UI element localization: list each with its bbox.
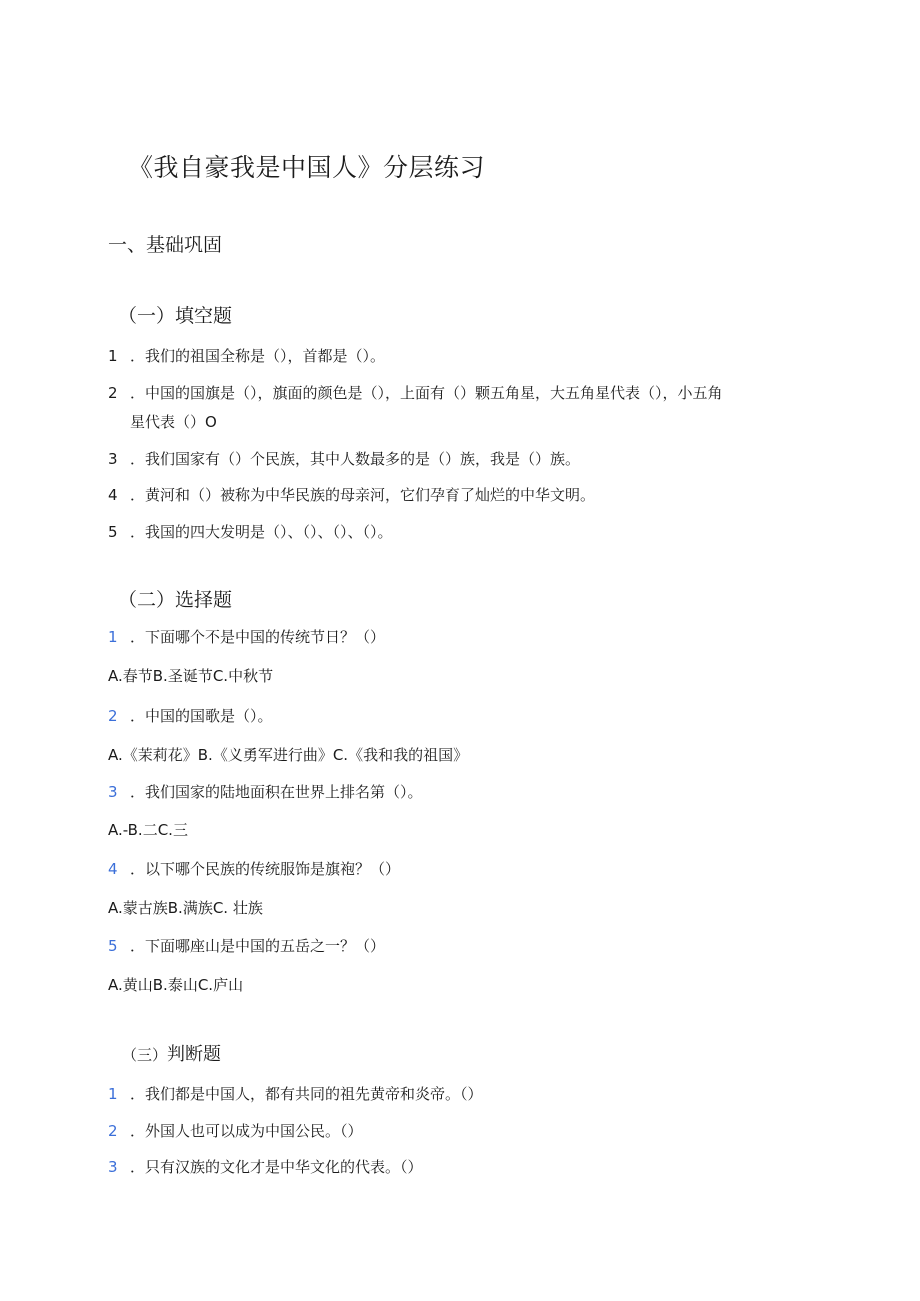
choice-options: A.-B.二C.三 (108, 821, 188, 839)
item-number: 5 (108, 937, 118, 955)
fill-item (108, 481, 595, 510)
choice-options: A.蒙古族B.满族C. 壮族 (108, 899, 263, 917)
item-text: ．下面哪座山是中国的五岳之一？（） (130, 937, 386, 955)
fill-item (108, 379, 723, 408)
item-number: 2 (108, 707, 118, 725)
item-text: ．我们国家有（）个民族，其中人数最多的是（）族，我是（）族。 (130, 450, 581, 468)
fill-item-continuation (130, 408, 217, 437)
item-text: ．只有汉族的文化才是中华文化的代表。（） (130, 1158, 423, 1176)
choice-question (108, 932, 385, 961)
choice-question (108, 855, 400, 884)
judge-heading-text: 判断题 (167, 1044, 222, 1065)
item-number: 1 (108, 628, 118, 646)
item-number: 3 (108, 1158, 118, 1176)
judge-heading (122, 1040, 221, 1066)
item-text: ．以下哪个民族的传统服饰是旗袍？（） (130, 860, 401, 878)
fill-item (108, 342, 385, 371)
item-number: 5 (108, 523, 118, 541)
item-number: 3 (108, 783, 118, 801)
item-text: ．我们都是中国人，都有共同的祖先黄帝和炎帝。（） (130, 1085, 483, 1103)
choice-options: A.黄山B.泰山C.庐山 (108, 976, 244, 994)
item-text: ．外国人也可以成为中国公民。（） (130, 1122, 363, 1140)
choice-heading: （二）选择题 (118, 589, 233, 611)
choice-options: A.春节B.圣诞节C.中秋节 (108, 667, 274, 685)
fill-item (108, 518, 393, 547)
item-text: ．我们的祖国全称是（），首都是（）。 (130, 347, 386, 365)
item-text: ．中国的国歌是（）。 (130, 707, 273, 725)
choice-question (108, 623, 385, 652)
item-number: 4 (108, 486, 118, 504)
item-text: ．下面哪个不是中国的传统节日？（） (130, 628, 386, 646)
judge-item (108, 1153, 423, 1182)
item-text: ．我国的四大发明是（）、（）、（）、（）。 (130, 523, 393, 541)
fill-item (108, 445, 580, 474)
fill-heading: （一）填空题 (118, 305, 233, 327)
page-title: 《我自豪我是中国人》分层练习 (128, 153, 486, 182)
item-number: 3 (108, 450, 118, 468)
item-number: 2 (108, 1122, 118, 1140)
choice-question (108, 702, 273, 731)
judge-heading-number: （三） (122, 1046, 168, 1064)
judge-item (108, 1080, 483, 1109)
item-text: ．我们国家的陆地面积在世界上排名第（）。 (130, 783, 423, 801)
item-number: 4 (108, 860, 118, 878)
item-number: 1 (108, 347, 118, 365)
item-number: 1 (108, 1085, 118, 1103)
section-heading-basic: 一、基础巩固 (108, 234, 223, 256)
choice-question (108, 778, 423, 807)
judge-item (108, 1117, 363, 1146)
item-text: ．黄河和（）被称为中华民族的母亲河，它们孕育了灿烂的中华文明。 (130, 486, 596, 504)
choice-options: A.《茉莉花》B.《义勇军进行曲》C.《我和我的祖国》 (108, 746, 469, 764)
item-text: 星代表（）O (130, 413, 217, 431)
item-text: ．中国的国旗是（），旗面的颜色是（），上面有（）颗五角星，大五角星代表（），小五角 (130, 384, 723, 402)
item-number: 2 (108, 384, 118, 402)
